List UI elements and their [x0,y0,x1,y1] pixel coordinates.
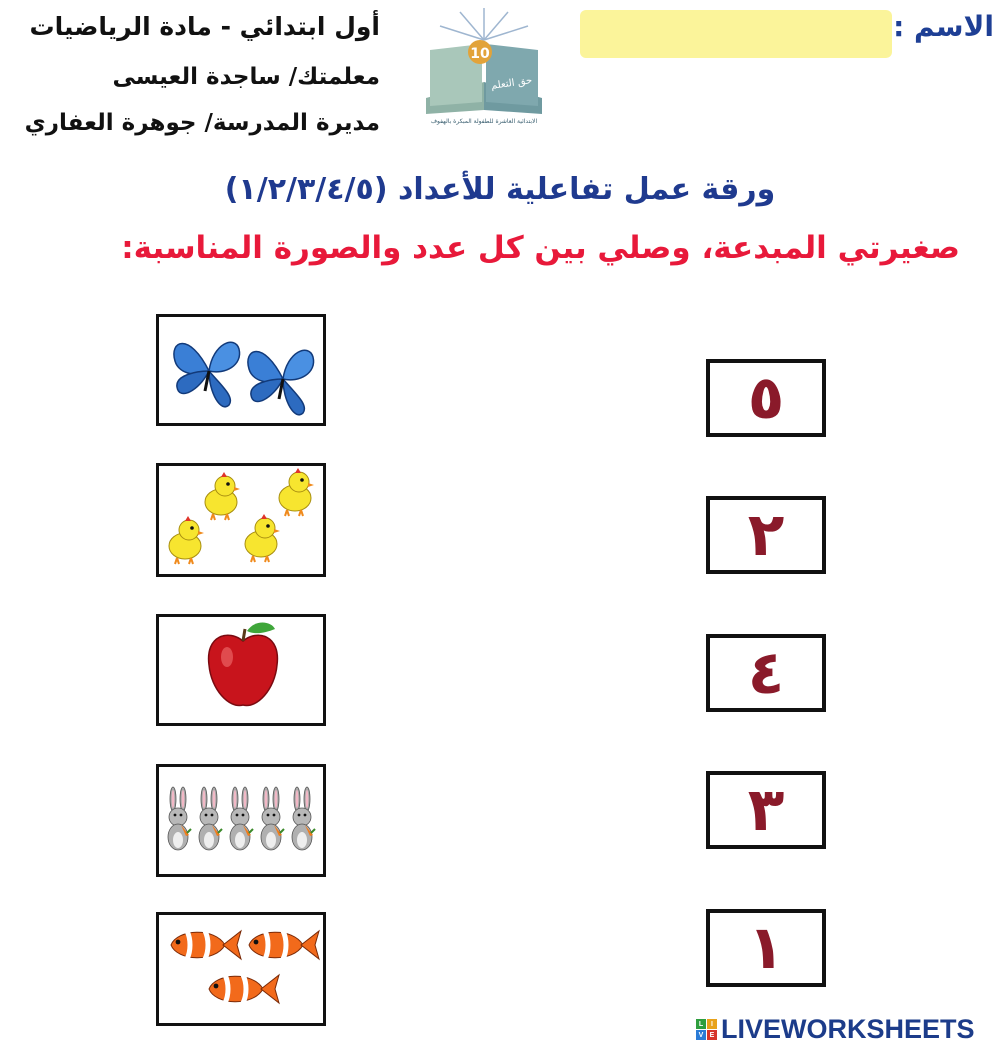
logo-number: 10 [470,46,490,62]
picture-box-chicks[interactable] [156,463,326,577]
liveworksheets-text: LIVEWORKSHEETS [721,1014,975,1044]
picture-box-rabbits[interactable] [156,764,326,877]
number-box-2[interactable] [706,496,826,574]
rabbit-icon [261,787,284,850]
picture-box-fish[interactable] [156,912,326,1026]
liveworksheets-brand [696,1014,975,1045]
teacher-text: معلمتك/ ساجدة العيسى [112,64,380,90]
name-input[interactable] [580,10,892,58]
rabbit-icon [168,787,191,850]
picture-box-apple[interactable] [156,614,326,726]
worksheet-title: ورقة عمل تفاعلية للأعداد (١/٢/٣/٤/٥) [224,172,776,207]
butterfly-icon [174,342,240,407]
picture-box-butterflies[interactable] [156,314,326,426]
number-box-1[interactable] [706,909,826,987]
apple-icon [209,623,278,706]
principal-text: مديرة المدرسة/ جوهرة العفاري [24,110,380,136]
number-3: ٣ [747,775,785,845]
number-box-4[interactable] [706,634,826,712]
rabbit-icon [199,787,222,850]
school-logo [420,6,548,128]
fish-icon [249,931,319,959]
number-5: ٥ [747,363,785,433]
number-4: ٤ [747,638,785,708]
instruction-text: صغيرتي المبدعة، وصلي بين كل عدد والصورة المناسبة: [121,230,960,266]
number-box-3[interactable] [706,771,826,849]
fish-icon [171,931,241,959]
rabbit-icon [230,787,253,850]
number-box-5[interactable] [706,359,826,437]
name-label: الاسم : [893,10,994,43]
chick-icon [245,514,280,562]
fish-icon [209,975,279,1003]
chick-icon [279,468,314,516]
liveworksheets-logo-icon: L I V E [696,1019,717,1040]
number-2: ٢ [747,500,785,570]
grade-subject-text: أول ابتدائي - مادة الرياضيات [29,12,380,41]
number-1: ١ [747,913,785,983]
butterfly-icon [248,350,314,415]
rabbit-icon [292,787,315,850]
chick-icon [169,516,204,564]
logo-motto: حق التعلم [490,75,533,92]
chick-icon [205,472,240,520]
logo-caption: الابتدائية العاشرة للطفولة المبكرة بالهفوف [430,118,538,125]
